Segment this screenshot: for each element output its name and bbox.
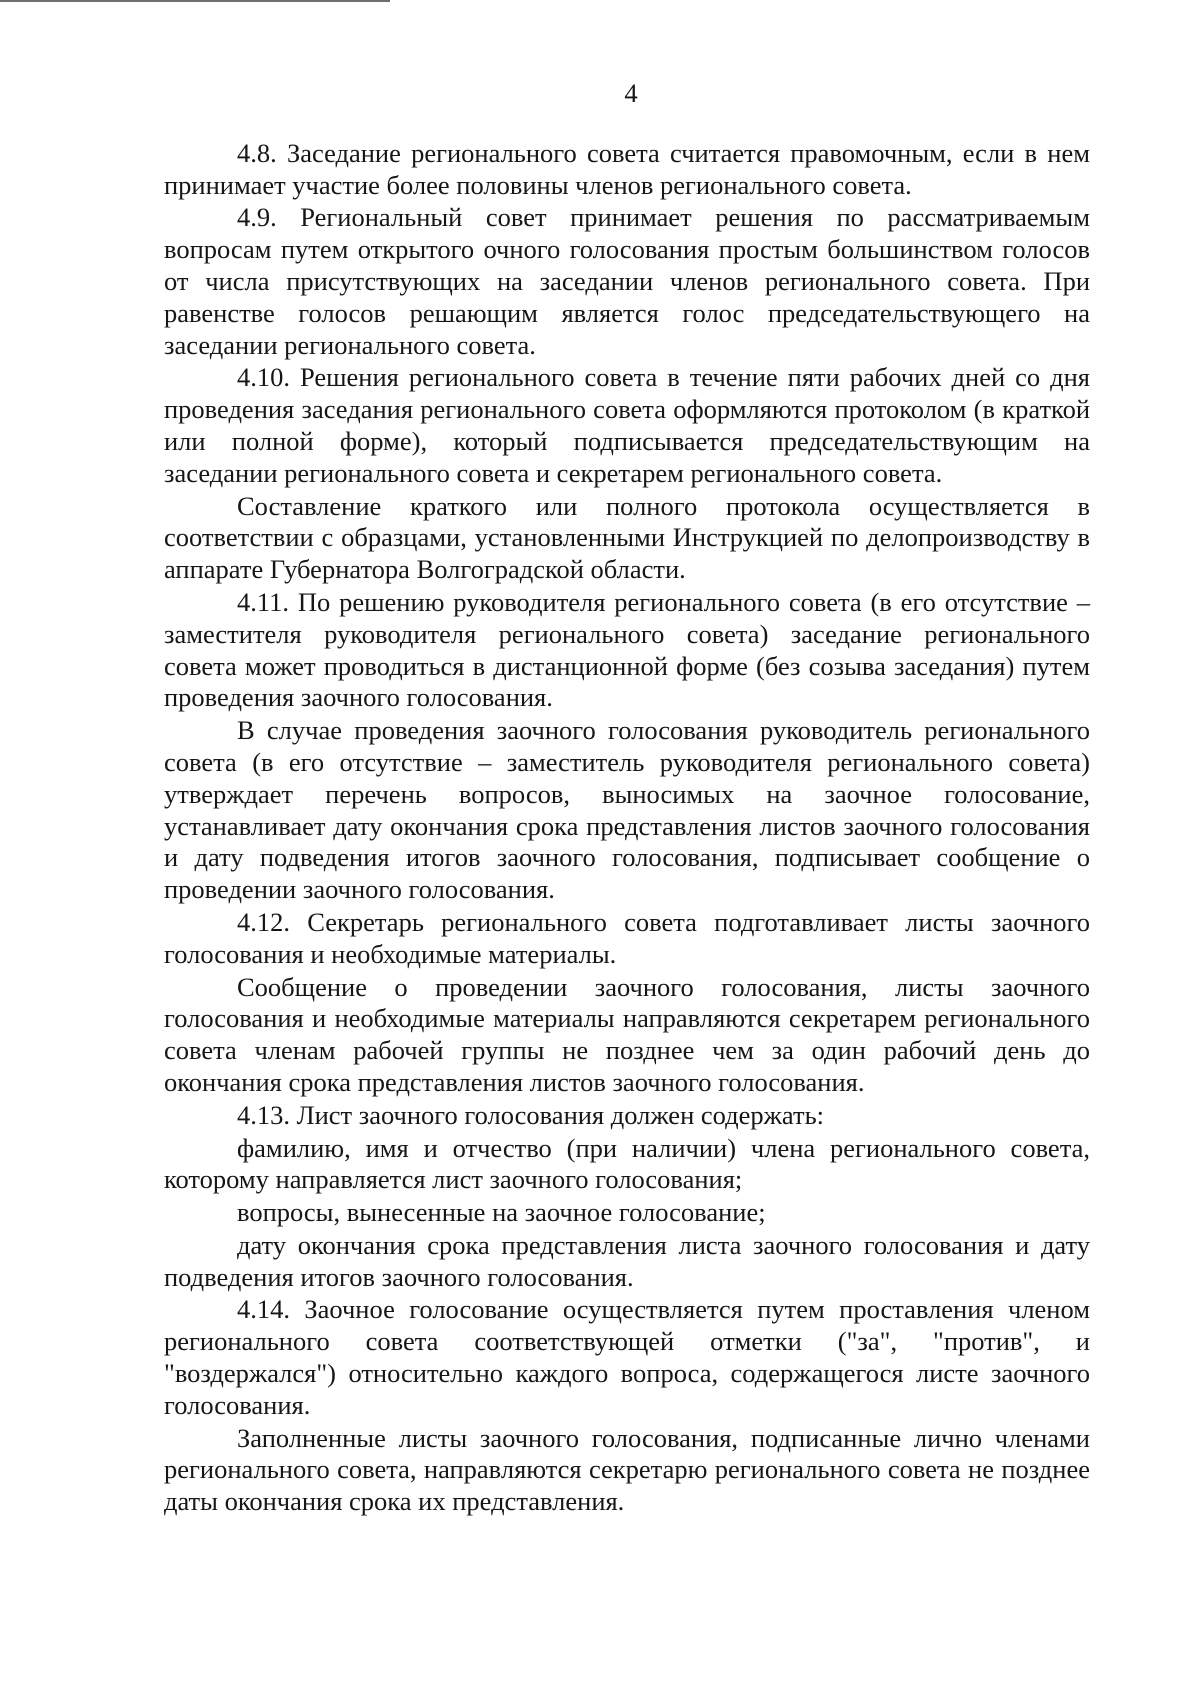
paragraph-protocol: Составление краткого или полного протокола осуществляется в соответствии с образцами, установленными Инструкцией по делопроизводству в аппарате Губернатора Волгоградской области. xyxy=(164,490,1090,585)
list-item-dates: дату окончания срока представления листа заочного голосования и дату подведения итогов заочного голосования. xyxy=(164,1229,1090,1292)
document-page xyxy=(164,78,1090,1518)
paragraph-4-8: 4.8. Заседание регионального совета считается правомочным, если в нем принимает участие более половины членов регионального совета. xyxy=(164,137,1090,200)
scan-edge xyxy=(0,0,390,2)
list-item-questions: вопросы, вынесенные на заочное голосование; xyxy=(237,1197,766,1228)
paragraph-notice: Сообщение о проведении заочного голосования, листы заочного голосования и необходимые материалы направляются секретарем регионального совета членам рабочей группы не позднее чем за один рабочий день до окончания срока представления листов заочного голосования. xyxy=(164,971,1090,1097)
page-number: 4 xyxy=(624,78,638,108)
paragraph-4-9: 4.9. Региональный совет принимает решения по рассматриваемым вопросам путем открытого очного голосования простым большинством голосов от числа присутствующих на заседании членов регионального совета. При равенстве голосов решающим является голос председательствующего на заседании регионального совета. xyxy=(164,202,1090,360)
list-item-name: фамилию, имя и отчество (при наличии) члена регионального совета, которому направляется лист заочного голосования; xyxy=(164,1132,1090,1195)
paragraph-filled-sheets: Заполненные листы заочного голосования, подписанные лично членами регионального совета, направляются секретарю регионального совета не позднее даты окончания срока их представления. xyxy=(164,1422,1090,1517)
paragraph-4-13: 4.13. Лист заочного голосования должен содержать: xyxy=(237,1099,825,1130)
paragraph-4-12: 4.12. Секретарь регионального совета подготавливает листы заочного голосования и необходимые материалы. xyxy=(164,906,1090,969)
paragraph-4-14: 4.14. Заочное голосование осуществляется путем проставления членом регионального совета соответствующей отметки ("за", "против", и "воздержался") относительно каждого вопроса, содержащегося листе заочного голосования. xyxy=(164,1294,1090,1420)
paragraph-4-10: 4.10. Решения регионального совета в течение пяти рабочих дней со дня проведения заседания регионального совета оформляются протоколом (в краткой или полной форме), который подписывается председательствующим на заседании регионального совета и секретарем регионального совета. xyxy=(164,362,1090,488)
paragraph-absentee-vote: В случае проведения заочного голосования руководитель регионального совета (в его отсутствие – заместитель руководителя регионального совета) утверждает перечень вопросов, выносимых на заочное голосование, устанавливает дату окончания срока представления листов заочного голосования и дату подведения итогов заочного голосования, подписывает сообщение о проведении заочного голосования. xyxy=(164,715,1090,905)
paragraph-4-11: 4.11. По решению руководителя регионального совета (в его отсутствие – заместителя руководителя регионального совета) заседание регионального совета может проводиться в дистанционной форме (без созыва заседания) путем проведения заочного голосования. xyxy=(164,586,1090,713)
